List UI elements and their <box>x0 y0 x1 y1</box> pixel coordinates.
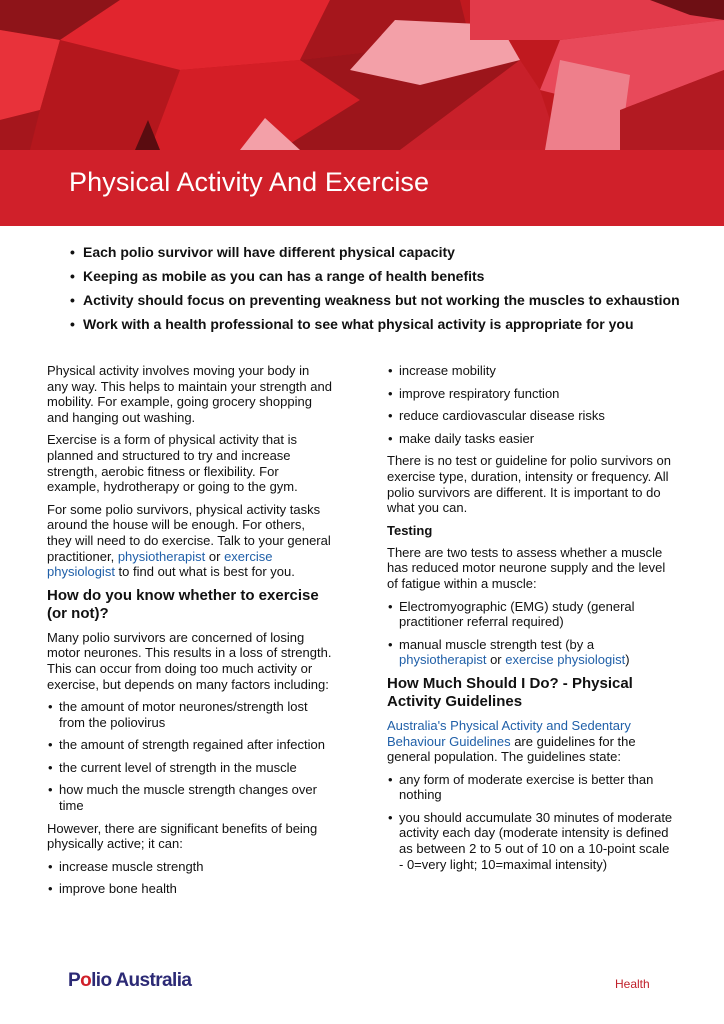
text-segment: are guidelines for the general population. The guidelines state: <box>387 733 636 765</box>
category-tag: Health <box>615 977 650 991</box>
paragraph-guidelines <box>387 718 677 765</box>
list-item: • the current level of strength in the muscle <box>47 760 333 776</box>
guidelines-link[interactable]: Australia's Physical Activity and Sedentary Behaviour Guidelines <box>387 717 631 749</box>
benefits-list <box>47 859 333 897</box>
right-column <box>387 363 677 879</box>
paragraph-concerns: Many polio survivors are concerned of losing motor neurones. This results in a loss of strength. This can occur from doing too much activity or exercise, but depends on many factors including: <box>47 629 332 692</box>
logo-text: P <box>68 970 81 991</box>
title-banner <box>0 150 724 226</box>
header-graphic <box>0 0 724 150</box>
paragraph-tests: There are two tests to assess whether a muscle has reduced motor neurone supply and the level of fatigue within a muscle: <box>387 544 666 591</box>
factors-list <box>47 699 333 814</box>
text-segment: or <box>205 548 225 564</box>
list-item: • how much the muscle strength changes over time <box>47 782 333 813</box>
abstract-pattern <box>0 0 724 150</box>
list-item: • you should accumulate 30 minutes of moderate activity each day (moderate intensity is defined as between 2 to 5 out of 10 on a 10-point scale - 0=very light; 10=maximal intensity) <box>387 810 677 872</box>
exercise-physiologist-link[interactable]: exercise physiologist <box>505 652 626 668</box>
polio-australia-logo <box>68 970 191 992</box>
exercise-physiologist-link[interactable]: exercise physiologist <box>47 548 273 580</box>
key-point: • Work with a health professional to see what physical activity is appropriate for you <box>70 316 680 332</box>
logo-text: lio Australia <box>91 970 192 991</box>
section-heading-testing: Testing <box>387 522 433 538</box>
list-item: • improve respiratory function <box>387 386 677 402</box>
logo-accent-letter: o <box>80 970 92 991</box>
list-item: • the amount of strength regained after infection <box>47 737 333 753</box>
guidelines-list <box>387 772 677 873</box>
section-heading-exercise-or-not: How do you know whether to exercise (or not)? <box>47 586 319 622</box>
paragraph-no-guideline: There is no test or guideline for polio survivors on exercise type, duration, intensity or frequency. All polio survivors are different. It is important to do what you can. <box>387 453 671 516</box>
page-title: Physical Activity And Exercise <box>69 167 430 197</box>
text-segment: For some polio survivors, physical activity tasks around the house will be enough. For others, they will need to do exercise. Talk to your general practitioner, <box>47 501 331 564</box>
physiotherapist-link[interactable]: physiotherapist <box>399 652 487 668</box>
list-item: • improve bone health <box>47 881 333 897</box>
paragraph-physical-activity: Physical activity involves moving your body in any way. This helps to maintain your strength and mobility. For example, going grocery shopping and hanging out washing. <box>47 363 332 425</box>
key-points-list <box>70 244 680 340</box>
list-item: • the amount of motor neurones/strength lost from the poliovirus <box>47 699 333 730</box>
list-item <box>387 637 677 668</box>
paragraph-benefits-intro: However, there are significant benefits of being physically active; it can: <box>47 820 318 852</box>
key-point: • Activity should focus on preventing weakness but not working the muscles to exhaustion <box>70 292 680 308</box>
text-segment: ) <box>625 652 630 668</box>
list-item: • reduce cardiovascular disease risks <box>387 408 677 424</box>
physiotherapist-link[interactable]: physiotherapist <box>117 548 206 564</box>
paragraph-exercise: Exercise is a form of physical activity that is planned and structured to try and increase strength, aerobic fitness or flexibility. For example, hydrotherapy or going to the gym. <box>47 432 298 495</box>
paragraph-talk-to-professional <box>47 502 333 580</box>
list-item: • make daily tasks easier <box>387 431 677 447</box>
left-column <box>47 363 333 904</box>
key-point: • Each polio survivor will have different physical capacity <box>70 244 680 260</box>
text-segment: or <box>486 652 506 668</box>
list-item: • increase muscle strength <box>47 859 333 875</box>
list-item: • Electromyographic (EMG) study (general practitioner referral required) <box>387 599 677 630</box>
list-item: • any form of moderate exercise is better than nothing <box>387 772 677 803</box>
tests-list <box>387 599 677 668</box>
list-item: • increase mobility <box>387 363 677 379</box>
section-heading-how-much: How Much Should I Do? - Physical Activity Guidelines <box>387 674 633 710</box>
text-segment: to find out what is best for you. <box>114 564 295 580</box>
text-segment: manual muscle strength test (by a <box>399 636 595 652</box>
key-point: • Keeping as mobile as you can has a range of health benefits <box>70 268 680 284</box>
benefits-list-continued <box>387 363 677 446</box>
